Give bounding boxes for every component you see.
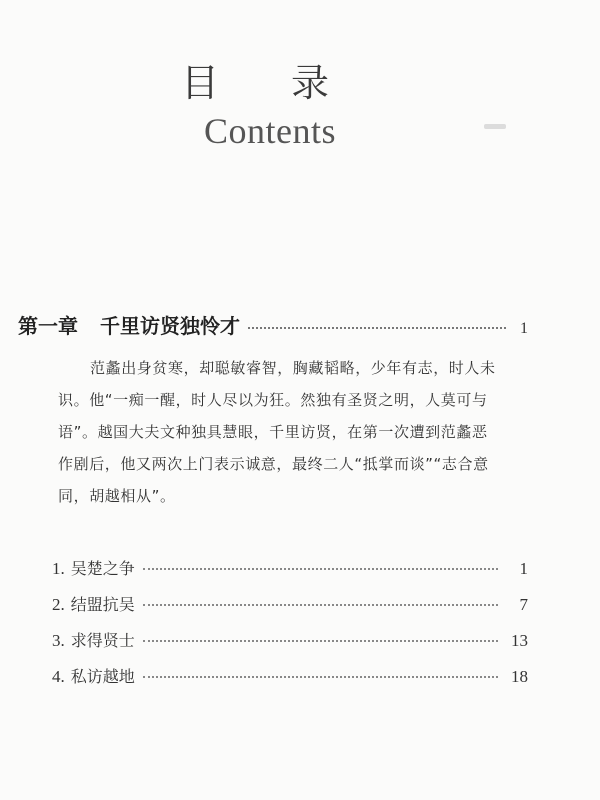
chapter-name: 千里访贤独怜才: [100, 314, 240, 338]
toc-entry-number: 1.: [52, 559, 65, 578]
toc-entry-number: 3.: [52, 631, 65, 650]
toc-entry-page: 18: [511, 667, 528, 686]
toc-entry-title: 私访越地: [70, 667, 135, 686]
toc-entry-title: 吴楚之争: [70, 559, 135, 578]
toc-entry-page: 7: [519, 595, 528, 614]
toc-entry-title: 求得贤士: [70, 631, 135, 650]
toc-entry[interactable]: [52, 592, 528, 628]
chapter-page-number: 1: [520, 320, 528, 337]
toc-entry[interactable]: [52, 556, 528, 592]
dot-leader: [248, 327, 506, 329]
dot-leader: [143, 676, 498, 678]
chapter-heading[interactable]: [18, 310, 528, 340]
dot-leader: [143, 568, 498, 570]
chapter-summary-text: 范蠡出身贫寒，却聪敏睿智，胸藏韬略，少年有志，时人未识。他“一痴一醒，时人尽以为狂。然独有圣贤之明，人莫可与语”。越国大夫文种独具慧眼，千里访贤，在第一次遭到范蠡恶作剧后，他又两次上门表示诚意，最终二人“抵掌而谈”“志合意同，胡越相从”。: [58, 359, 496, 505]
chapter-label: 第一章: [18, 314, 78, 338]
toc-entry-number: 2.: [52, 595, 65, 614]
dot-leader: [143, 604, 498, 606]
toc-entry[interactable]: [52, 628, 528, 664]
page-subtitle: Contents: [203, 111, 336, 151]
toc-entry[interactable]: [52, 664, 528, 700]
scan-smudge: [484, 124, 506, 129]
toc-entry-title: 结盟抗吴: [70, 595, 135, 614]
dot-leader: [143, 640, 498, 642]
chapter-summary: [58, 352, 498, 512]
section-list: [52, 556, 528, 700]
page-title: 目 录: [180, 61, 360, 105]
toc-entry-page: 13: [511, 631, 528, 650]
toc-entry-number: 4.: [52, 667, 65, 686]
toc-entry-page: 1: [519, 559, 528, 578]
